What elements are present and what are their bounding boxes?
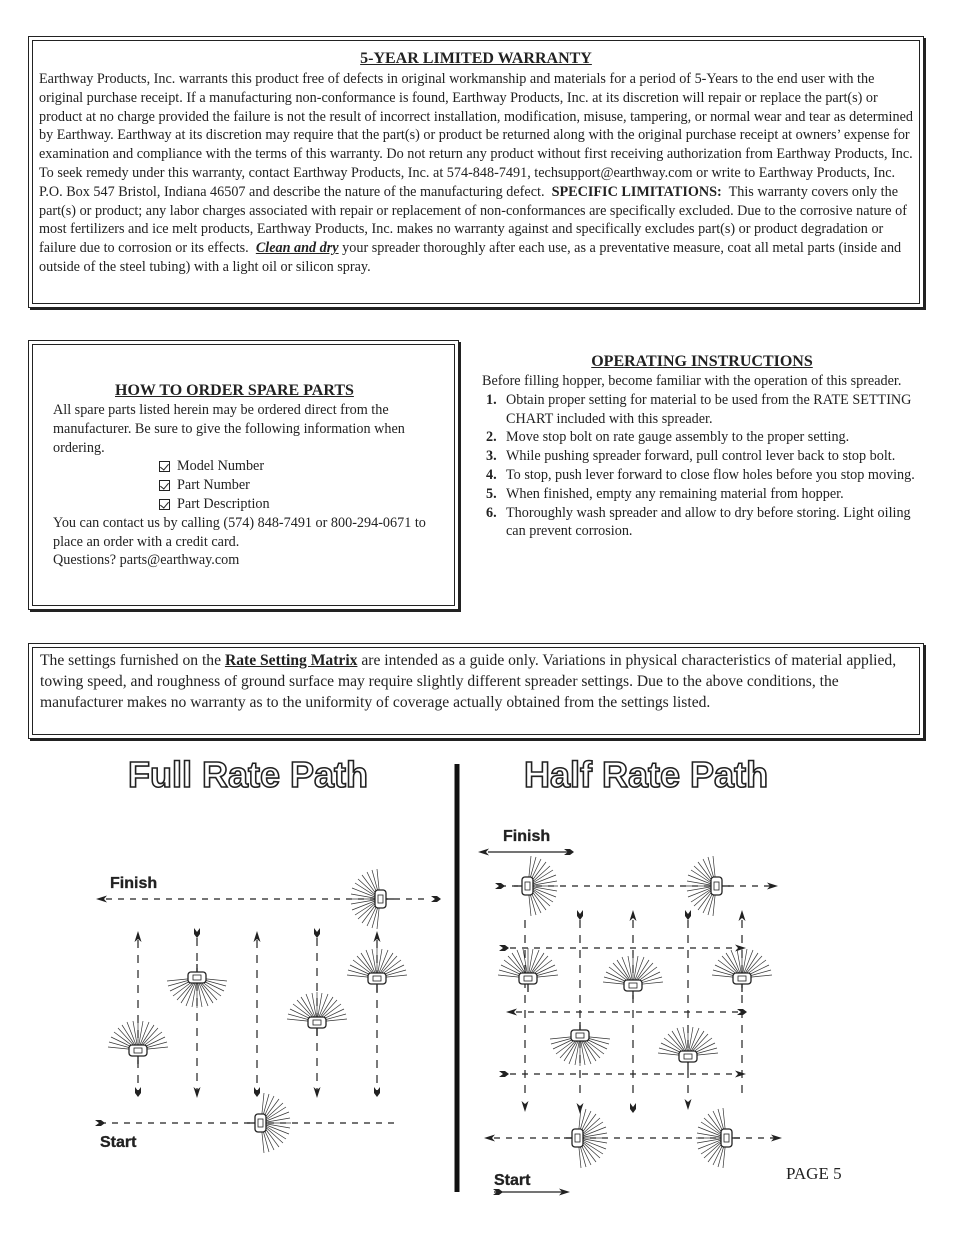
spread-path-diagrams: [0, 740, 954, 1210]
step-text: When finished, empty any remaining material from hopper.: [506, 485, 844, 502]
checkbox-checked-icon: [159, 461, 170, 472]
spreader-icon: [350, 869, 394, 929]
spreader-icon: [347, 948, 407, 992]
checklist-item: [159, 457, 453, 476]
checkbox-checked-icon: [159, 499, 170, 510]
checklist-item: [159, 495, 453, 514]
checkbox-checked-icon: [159, 480, 170, 491]
half-rate-title: Half Rate Path: [524, 754, 769, 795]
spreader-icon: [287, 992, 347, 1036]
step-text: Thoroughly wash spreader and allow to dry before storing. Light oiling can prevent corrosion.: [506, 504, 911, 540]
operating-step: [482, 485, 922, 504]
step-number: 4.: [486, 466, 497, 483]
warranty-title: 5-YEAR LIMITED WARRANTY: [360, 50, 592, 67]
spreader-icon: [108, 1020, 168, 1064]
step-text: Move stop bolt on rate gauge assembly to the proper setting.: [506, 429, 850, 446]
spreader-icon: [603, 955, 663, 999]
operating-step: [482, 447, 922, 466]
checklist-item-label: Part Description: [177, 495, 270, 512]
spreader-icon: [514, 856, 558, 916]
spreader-icon: [564, 1108, 608, 1168]
full-rate-start-label: Start: [100, 1134, 137, 1151]
operating-instructions: [482, 352, 922, 541]
warranty-limitations-label: SPECIFIC LIMITATIONS:: [551, 183, 722, 200]
spare-parts-title: HOW TO ORDER SPARE PARTS: [115, 382, 354, 399]
spreader-icon: [167, 964, 227, 1008]
spreader-icon: [658, 1026, 718, 1070]
rate-note-before: The settings furnished on the: [40, 652, 222, 669]
checklist-item-label: Model Number: [177, 458, 265, 475]
spare-parts-box: [28, 340, 459, 610]
spare-parts-contact: You can contact us by calling (574) 848-7491 or 800-294-0671 to place an order with a credit card.: [53, 514, 426, 550]
operating-steps: [482, 391, 922, 541]
checklist-item-label: Part Number: [177, 477, 250, 494]
half-rate-start-label: Start: [494, 1172, 531, 1189]
warranty-clean-label: Clean and dry: [255, 240, 339, 257]
half-rate-diagram: [478, 828, 782, 1196]
step-number: 3.: [486, 448, 497, 465]
rate-matrix-label: Rate Setting Matrix: [224, 652, 358, 669]
rate-note-content: [40, 651, 910, 713]
operating-title: OPERATING INSTRUCTIONS: [591, 353, 813, 370]
spreader-icon: [498, 948, 558, 992]
half-rate-finish-label: Finish: [503, 828, 551, 845]
operating-step: [482, 504, 922, 542]
rate-note-after: are intended as a guide only. Variations in physical characteristics of material applied, towing speed, and roughness of ground surface may require slightly different spreader settings. Due to the above conditions, the manufacturer makes no warranty as to the uniformity of coverage actually obtained from the settings listed.: [40, 652, 897, 711]
full-rate-diagram: [95, 869, 441, 1153]
rate-note-box: [28, 643, 924, 739]
step-number: 1.: [486, 391, 497, 408]
warranty-content: [39, 49, 913, 277]
step-number: 5.: [486, 485, 497, 502]
full-rate-finish-label: Finish: [110, 875, 158, 892]
full-rate-title: Full Rate Path: [128, 754, 369, 795]
step-text: Obtain proper setting for material to be used from the RATE SETTING CHART included with this spreader.: [506, 391, 912, 427]
step-text: To stop, push lever forward to close flow holes before you stop moving.: [506, 466, 915, 483]
step-number: 6.: [486, 504, 497, 521]
spreader-icon: [686, 856, 730, 916]
spreader-icon: [712, 948, 772, 992]
spreader-icon: [696, 1108, 740, 1168]
spare-parts-content: [53, 381, 453, 570]
operating-intro: Before filling hopper, become familiar with the operation of this spreader.: [482, 373, 902, 389]
step-number: 2.: [486, 429, 497, 446]
warranty-box: [28, 36, 924, 308]
spare-parts-intro: All spare parts listed herein may be ordered direct from the manufacturer. Be sure to give the following information when ordering.: [53, 402, 405, 456]
warranty-body-3: your spreader thoroughly after each use, as a preventative measure, coat all metal parts (inside and outside of the steel tubing) with a light oil or silicon spray.: [39, 240, 902, 275]
checklist-item: [159, 476, 453, 495]
warranty-text: [39, 70, 913, 277]
step-text: While pushing spreader forward, pull control lever back to stop bolt.: [506, 448, 896, 465]
operating-step: [482, 391, 922, 429]
warranty-body-1: Earthway Products, Inc. warrants this product free of defects in original workmanship and materials for a period of 5-Years to the end user with the original purchase receipt. If a manufacturing non-conformance is found, Earthway Products, Inc. at its discretion will repair or replace the part(s) or product at no charge provided the failure is not the result of incorrect installation, modification, misuse, tampering, or normal wear and tear as determined by Earthway. Earthway at its discretion may require that the part(s) or product be returned along with the original purchase receipt at owners’ expense for examination and compliance with the terms of this warranty. Do not return any product without first receiving authorization from Earthway Products, Inc. To seek remedy under this warranty, contact Earthway Products, Inc. at 574-848-7491, techsupport@earthway.com or write to Earthway Products, Inc. P.O. Box 547 Bristol, Indiana 46507 and describe the nature of the manufacturing defect.: [39, 71, 913, 200]
spare-parts-checklist: [53, 457, 453, 513]
warranty-body-2: This warranty covers only the part(s) or product; any labor charges associated with repair or replacement of non-conformances are specifically excluded. Due to the corrosive nature of most fertilizers and ice melt products, Earthway Products, Inc. makes no warranty against and specifically excludes part(s) or product degradation or failure due to corrosion or its effects.: [39, 183, 907, 257]
spreader-icon: [550, 1022, 610, 1066]
spare-parts-questions: Questions? parts@earthway.com: [53, 552, 240, 569]
operating-step: [482, 428, 922, 447]
spreader-icon: [247, 1093, 291, 1153]
page-number: PAGE 5: [786, 1164, 842, 1183]
operating-step: [482, 466, 922, 485]
